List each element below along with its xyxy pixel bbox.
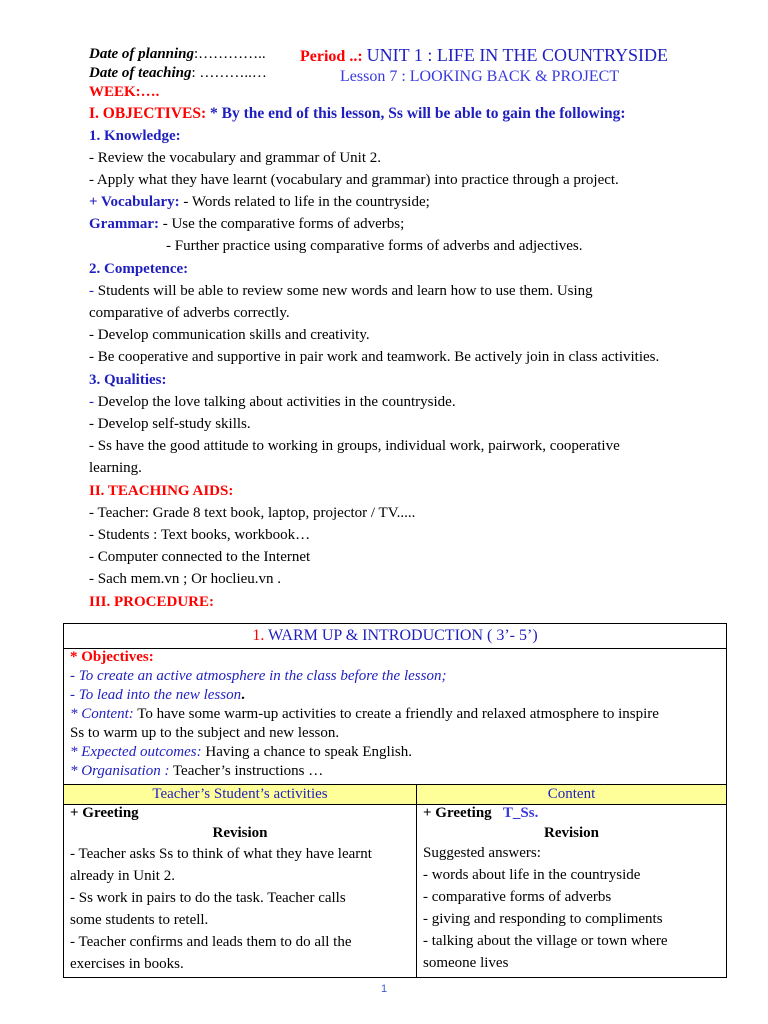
- warmup-num: 1.: [252, 627, 265, 644]
- right-content-line: - words about life in the countryside: [423, 867, 641, 883]
- right-content-line: Suggested answers:: [423, 845, 541, 861]
- competence-item: [89, 280, 593, 302]
- warmup-title: [64, 624, 726, 649]
- warmup-organisation: [70, 762, 323, 781]
- warmup-objectives-label: * Objectives:: [70, 649, 154, 665]
- objectives-heading-blue: * By the end of this lesson, Ss will be able to gain the following:: [210, 105, 626, 122]
- right-content-line: someone lives: [423, 955, 509, 971]
- objectives-heading: [89, 103, 626, 125]
- procedure-heading: III. PROCEDURE:: [89, 594, 215, 610]
- teaching-aid-item: - Students : Text books, workbook…: [89, 527, 311, 543]
- warmup-objective-text: - To lead into the new lesson: [70, 687, 242, 703]
- left-activity-line: some students to retell.: [70, 912, 209, 928]
- right-revision: Revision: [543, 825, 599, 841]
- qualities-dash: -: [89, 394, 98, 410]
- warmup-outcomes: [70, 743, 412, 762]
- warmup-outcomes-label: * Expected outcomes:: [70, 744, 202, 760]
- left-revision: Revision: [212, 825, 268, 841]
- knowledge-item: - Review the vocabulary and grammar of Unit 2.: [89, 150, 381, 166]
- right-content-line: - giving and responding to compliments: [423, 911, 663, 927]
- qualities-text: Develop the love talking about activities in the countryside.: [97, 394, 456, 410]
- table-header-activities: Teacher’s Student’s activities: [64, 785, 416, 804]
- competence-item-cont: comparative of adverbs correctly.: [89, 305, 290, 321]
- warmup-organisation-label: * Organisation :: [70, 763, 170, 779]
- warmup-content-text: To have some warm-up activities to create a friendly and relaxed atmosphere to inspire: [133, 706, 659, 722]
- date-planning-value: :…………..: [194, 46, 266, 62]
- grammar-line: [89, 213, 404, 235]
- right-content-line: - comparative forms of adverbs: [423, 889, 612, 905]
- right-greeting-t: T_Ss.: [502, 805, 539, 821]
- warmup-title-text: WARM UP & INTRODUCTION ( 3’- 5’): [264, 627, 538, 644]
- qualities-heading: 3. Qualities:: [89, 372, 167, 388]
- lesson-title: Lesson 7 : LOOKING BACK & PROJECT: [340, 68, 620, 85]
- knowledge-item: - Apply what they have learnt (vocabulary and grammar) into practice through a project.: [89, 172, 619, 188]
- grammar-line-2: - Further practice using comparative forms of adverbs and adjectives.: [166, 238, 583, 254]
- table-column-divider: [416, 785, 417, 977]
- date-of-teaching: [89, 64, 267, 82]
- qualities-item-cont: learning.: [89, 460, 142, 476]
- competence-heading: 2. Competence:: [89, 261, 189, 277]
- unit-title: UNIT 1 : LIFE IN THE COUNTRYSIDE: [366, 45, 668, 65]
- table-header-divider: [64, 804, 726, 805]
- left-activity-line: - Ss work in pairs to do the task. Teacher calls: [70, 890, 346, 906]
- warmup-objective: - To create an active atmosphere in the class before the lesson;: [70, 668, 447, 684]
- competence-item: - Be cooperative and supportive in pair work and teamwork. Be actively join in class activities.: [89, 349, 660, 365]
- page-number: 1: [380, 983, 388, 995]
- competence-text: Students will be able to review some new words and learn how to use them. Using: [97, 283, 593, 299]
- grammar-label: Grammar:: [89, 216, 159, 232]
- vocabulary-label: + Vocabulary:: [89, 194, 180, 210]
- teaching-aids-heading: II. TEACHING AIDS:: [89, 483, 234, 499]
- teaching-aid-item: - Sach mem.vn ; Or hoclieu.vn .: [89, 571, 282, 587]
- activities-table: [63, 784, 727, 978]
- warmup-objective: [70, 686, 245, 705]
- warmup-objective-dot: .: [241, 687, 245, 703]
- left-activity-line: - Teacher asks Ss to think of what they have learnt: [70, 846, 372, 862]
- objectives-heading-red: I. OBJECTIVES:: [89, 105, 211, 122]
- period-label: Period ..:: [300, 48, 367, 65]
- competence-item: - Develop communication skills and creativity.: [89, 327, 370, 343]
- right-content-line: - talking about the village or town where: [423, 933, 668, 949]
- vocabulary-text: - Words related to life in the countryside;: [179, 194, 430, 210]
- grammar-text: - Use the comparative forms of adverbs;: [158, 216, 405, 232]
- knowledge-heading: 1. Knowledge:: [89, 128, 181, 144]
- period-unit-title: [300, 44, 668, 68]
- warmup-box: [63, 623, 727, 785]
- teaching-aid-item: - Teacher: Grade 8 text book, laptop, projector / TV.....: [89, 505, 416, 521]
- qualities-item: - Develop self-study skills.: [89, 416, 251, 432]
- date-teaching-label: Date of teaching: [89, 65, 192, 81]
- left-activity-line: - Teacher confirms and leads them to do all the: [70, 934, 352, 950]
- warmup-content-label: * Content:: [70, 706, 134, 722]
- warmup-organisation-text: Teacher’s instructions …: [169, 763, 324, 779]
- vocabulary-line: [89, 191, 430, 213]
- qualities-item: - Ss have the good attitude to working in groups, individual work, pairwork, cooperative: [89, 438, 620, 454]
- right-greeting-label: + Greeting: [423, 805, 492, 821]
- warmup-content-cont: Ss to warm up to the subject and new lesson.: [70, 725, 340, 741]
- left-activity-line: already in Unit 2.: [70, 868, 175, 884]
- date-planning-label: Date of planning: [89, 46, 195, 62]
- warmup-content: [70, 705, 659, 724]
- teaching-aid-item: - Computer connected to the Internet: [89, 549, 311, 565]
- competence-dash: -: [89, 283, 98, 299]
- warmup-outcomes-text: Having a chance to speak English.: [201, 744, 412, 760]
- date-teaching-value: : ………..…: [191, 65, 267, 81]
- right-greeting: [423, 803, 538, 823]
- date-of-planning: [89, 45, 266, 63]
- table-header-content: Content: [417, 785, 726, 804]
- left-activity-line: exercises in books.: [70, 956, 184, 972]
- qualities-item: [89, 391, 456, 413]
- week-label: WEEK:….: [89, 84, 160, 100]
- left-greeting: + Greeting: [70, 805, 139, 821]
